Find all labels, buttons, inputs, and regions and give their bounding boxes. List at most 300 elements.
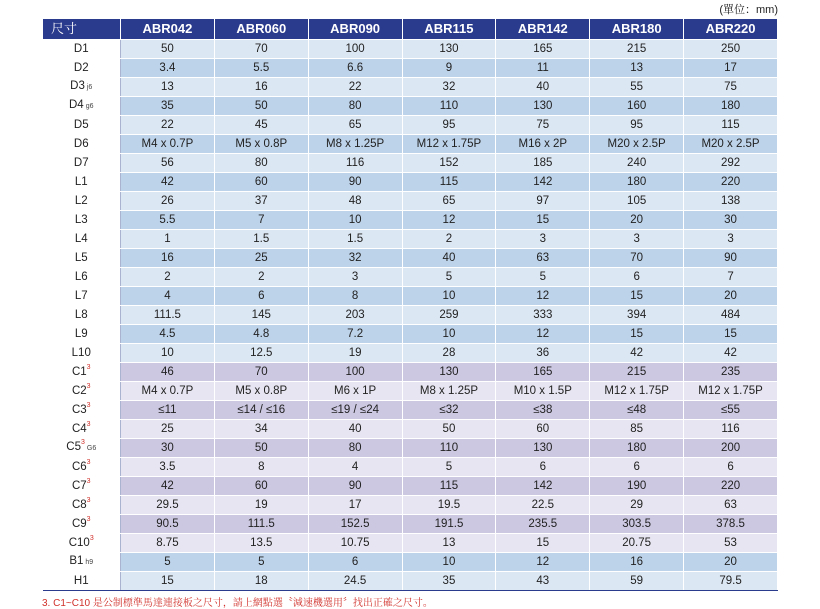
table-cell: 13 (402, 534, 496, 553)
row-label (43, 211, 121, 230)
table-cell: 191.5 (402, 515, 496, 534)
table-cell: 13 (121, 78, 215, 97)
row-label (43, 382, 121, 401)
table-cell: M16 x 2P (496, 135, 590, 154)
table-cell: 26 (121, 192, 215, 211)
table-cell: ≤38 (496, 401, 590, 420)
row-label-text: D5 (73, 118, 89, 131)
table-cell: 13.5 (214, 534, 308, 553)
table-cell: 484 (684, 306, 778, 325)
table-cell: 16 (121, 249, 215, 268)
table-cell: 5.5 (214, 59, 308, 78)
table-cell: 80 (214, 154, 308, 173)
table-cell: 10 (308, 211, 402, 230)
table-cell: 90 (308, 173, 402, 192)
table-row (43, 496, 778, 515)
row-label-text: C2 (71, 384, 87, 397)
table-cell: M12 x 1.75P (402, 135, 496, 154)
table-cell: 259 (402, 306, 496, 325)
row-label (43, 572, 121, 591)
table-cell: 85 (590, 420, 684, 439)
table-cell: 35 (402, 572, 496, 591)
table-cell: 111.5 (121, 306, 215, 325)
table-cell: M20 x 2.5P (684, 135, 778, 154)
table-cell: 60 (214, 173, 308, 192)
table-cell: 5 (121, 553, 215, 572)
table-row (43, 78, 778, 97)
table-cell: 111.5 (214, 515, 308, 534)
table-cell: M12 x 1.75P (590, 382, 684, 401)
row-label (43, 192, 121, 211)
table-row (43, 116, 778, 135)
table-cell: 19 (308, 344, 402, 363)
table-cell: 70 (214, 363, 308, 382)
row-label (43, 40, 121, 59)
row-label (43, 135, 121, 154)
table-cell: 30 (121, 439, 215, 458)
table-cell: M4 x 0.7P (121, 135, 215, 154)
table-cell: 46 (121, 363, 215, 382)
table-cell: ≤14 / ≤16 (214, 401, 308, 420)
table-cell: 75 (684, 78, 778, 97)
table-header (43, 19, 778, 40)
table-cell: 1.5 (214, 230, 308, 249)
table-cell: 2 (121, 268, 215, 287)
table-cell: 97 (496, 192, 590, 211)
row-label (43, 325, 121, 344)
footnote-mark: 3 (89, 534, 94, 542)
footnote-mark: 3 (86, 363, 91, 371)
table-cell: 10 (402, 287, 496, 306)
footnote-mark: 3 (86, 382, 91, 390)
table-cell: 25 (214, 249, 308, 268)
row-label-text: L6 (74, 270, 88, 283)
table-cell: 235 (684, 363, 778, 382)
row-label (43, 78, 121, 97)
table-row (43, 97, 778, 116)
table-cell: 185 (496, 154, 590, 173)
table-cell: 56 (121, 154, 215, 173)
row-label-text: B1 (69, 555, 84, 567)
table-cell: 3 (496, 230, 590, 249)
row-label-text: H1 (73, 574, 89, 587)
table-cell: 115 (402, 477, 496, 496)
table-cell: M10 x 1.5P (496, 382, 590, 401)
table-cell: 203 (308, 306, 402, 325)
table-cell: 12.5 (214, 344, 308, 363)
table-cell: 190 (590, 477, 684, 496)
table-cell: 4.8 (214, 325, 308, 344)
tolerance-grade: j6 (86, 84, 93, 91)
table-cell: 90 (684, 249, 778, 268)
table-cell: 1.5 (308, 230, 402, 249)
table-cell: 378.5 (684, 515, 778, 534)
table-row (43, 515, 778, 534)
table-cell: 36 (496, 344, 590, 363)
table-cell: M8 x 1.25P (308, 135, 402, 154)
row-label (43, 116, 121, 135)
table-cell: M8 x 1.25P (402, 382, 496, 401)
table-cell: 22 (308, 78, 402, 97)
table-cell: 40 (308, 420, 402, 439)
table-cell: 32 (308, 249, 402, 268)
table-cell: 30 (684, 211, 778, 230)
table-cell: ≤11 (121, 401, 215, 420)
table-cell: 15 (684, 325, 778, 344)
table-cell: 250 (684, 40, 778, 59)
table-cell: 235.5 (496, 515, 590, 534)
table-cell: 3.5 (121, 458, 215, 477)
row-label (43, 534, 121, 553)
table-cell: 45 (214, 116, 308, 135)
table-cell: 42 (684, 344, 778, 363)
table-cell: 70 (214, 40, 308, 59)
row-label-text: C5 (66, 441, 81, 453)
table-cell: 4 (308, 458, 402, 477)
column-header-abr220: ABR220 (684, 19, 778, 40)
table-cell: 3 (684, 230, 778, 249)
table-cell: 42 (121, 477, 215, 496)
table-cell: 3.4 (121, 59, 215, 78)
table-cell: 8 (308, 287, 402, 306)
table-cell: 138 (684, 192, 778, 211)
row-label (43, 154, 121, 173)
table-cell: 180 (590, 439, 684, 458)
column-header-abr060: ABR060 (214, 19, 308, 40)
row-label-text: D6 (73, 137, 89, 150)
table-cell: 6 (496, 458, 590, 477)
table-cell: 215 (590, 363, 684, 382)
table-cell: 9 (402, 59, 496, 78)
table-cell: 152.5 (308, 515, 402, 534)
table-cell: 3 (308, 268, 402, 287)
table-cell: 28 (402, 344, 496, 363)
table-cell: 142 (496, 173, 590, 192)
header-row (43, 19, 778, 40)
table-cell: 15 (496, 534, 590, 553)
table-cell: 12 (402, 211, 496, 230)
row-label (43, 230, 121, 249)
row-label-text: L10 (71, 346, 91, 359)
row-label-text: C1 (71, 365, 87, 378)
table-cell: M5 x 0.8P (214, 382, 308, 401)
table-cell: 105 (590, 192, 684, 211)
table-cell: 116 (308, 154, 402, 173)
column-header-abr090: ABR090 (308, 19, 402, 40)
table-row (43, 249, 778, 268)
unit-label: (單位：mm) (719, 4, 778, 16)
row-label-text: L5 (74, 251, 88, 264)
table-cell: 43 (496, 572, 590, 591)
row-label-text: L9 (74, 327, 88, 340)
table-cell: ≤48 (590, 401, 684, 420)
table-body (43, 40, 778, 591)
table-cell: 32 (402, 78, 496, 97)
table-row (43, 439, 778, 458)
table-cell: 95 (590, 116, 684, 135)
row-label-text: D7 (73, 156, 89, 169)
table-cell: 215 (590, 40, 684, 59)
table-cell: 15 (590, 287, 684, 306)
table-cell: 115 (684, 116, 778, 135)
table-cell: 5 (402, 268, 496, 287)
row-label (43, 306, 121, 325)
table-cell: 80 (308, 97, 402, 116)
row-label (43, 458, 121, 477)
table-cell: 15 (121, 572, 215, 591)
table-cell: 60 (214, 477, 308, 496)
row-label (43, 477, 121, 496)
row-label-text: C6 (71, 460, 87, 473)
table-cell: 7 (214, 211, 308, 230)
table-cell: 165 (496, 363, 590, 382)
table-cell: 53 (684, 534, 778, 553)
row-label (43, 420, 121, 439)
table-cell: 165 (496, 40, 590, 59)
footnote-mark: 3 (86, 477, 91, 485)
dimension-table (42, 18, 778, 591)
table-cell: 160 (590, 97, 684, 116)
table-cell: 50 (214, 439, 308, 458)
column-header-abr142: ABR142 (496, 19, 590, 40)
table-row (43, 534, 778, 553)
table-cell: 80 (308, 439, 402, 458)
table-cell: 303.5 (590, 515, 684, 534)
row-label (43, 439, 121, 458)
table-cell: 5 (402, 458, 496, 477)
table-cell: 13 (590, 59, 684, 78)
table-cell: 142 (496, 477, 590, 496)
row-label (43, 401, 121, 420)
tolerance-grade: g6 (85, 103, 94, 110)
table-cell: 22.5 (496, 496, 590, 515)
table-cell: 20 (684, 553, 778, 572)
table-row (43, 363, 778, 382)
table-cell: 5 (214, 553, 308, 572)
table-row (43, 553, 778, 572)
footnote-mark: 3 (80, 439, 85, 446)
table-cell: 40 (496, 78, 590, 97)
table-row (43, 401, 778, 420)
table-cell: 6 (590, 458, 684, 477)
table-cell: 6.6 (308, 59, 402, 78)
row-label-text: L8 (74, 308, 88, 321)
table-cell: 12 (496, 553, 590, 572)
table-cell: 75 (496, 116, 590, 135)
table-cell: M6 x 1P (308, 382, 402, 401)
table-cell: 34 (214, 420, 308, 439)
column-header-abr115: ABR115 (402, 19, 496, 40)
row-label (43, 287, 121, 306)
table-cell: 15 (496, 211, 590, 230)
table-cell: 200 (684, 439, 778, 458)
footnote: 3. C1~C10 是公制標準馬達連接板之尺寸，請上網點選〝減速機選用〞找出正確之尺寸。 (42, 598, 433, 609)
row-label (43, 97, 121, 116)
table-row (43, 344, 778, 363)
table-cell: 130 (496, 97, 590, 116)
table-cell: 130 (496, 439, 590, 458)
table-cell: M12 x 1.75P (684, 382, 778, 401)
table-cell: 100 (308, 40, 402, 59)
table-row (43, 40, 778, 59)
table-cell: 333 (496, 306, 590, 325)
table-cell: 16 (590, 553, 684, 572)
row-label (43, 344, 121, 363)
footnote-mark: 3 (86, 458, 91, 466)
row-label-text: C8 (71, 498, 87, 511)
tolerance-grade: G6 (86, 445, 97, 452)
column-header-abr042: ABR042 (121, 19, 215, 40)
table-cell: 63 (684, 496, 778, 515)
table-cell: 48 (308, 192, 402, 211)
table-cell: 19.5 (402, 496, 496, 515)
row-label-text: L4 (74, 232, 88, 245)
table-cell: 394 (590, 306, 684, 325)
row-label (43, 363, 121, 382)
row-label-text: D4 (69, 99, 84, 111)
table-cell: M4 x 0.7P (121, 382, 215, 401)
table-cell: 37 (214, 192, 308, 211)
table-cell: 90.5 (121, 515, 215, 534)
table-row (43, 287, 778, 306)
table-cell: 5 (496, 268, 590, 287)
table-cell: 20 (590, 211, 684, 230)
table-cell: 6 (214, 287, 308, 306)
table-cell: 25 (121, 420, 215, 439)
table-cell: 4 (121, 287, 215, 306)
table-cell: 22 (121, 116, 215, 135)
table-cell: M20 x 2.5P (590, 135, 684, 154)
table-cell: 65 (402, 192, 496, 211)
table-cell: 95 (402, 116, 496, 135)
table-row (43, 59, 778, 78)
table-cell: 50 (214, 97, 308, 116)
table-cell: 220 (684, 477, 778, 496)
table-cell: 180 (684, 97, 778, 116)
table-cell: 79.5 (684, 572, 778, 591)
table-cell: M5 x 0.8P (214, 135, 308, 154)
row-label (43, 173, 121, 192)
table-cell: 24.5 (308, 572, 402, 591)
row-label-text: C4 (71, 422, 87, 435)
table-row (43, 477, 778, 496)
table-cell: 63 (496, 249, 590, 268)
table-row (43, 268, 778, 287)
table-row (43, 458, 778, 477)
table-cell: 29.5 (121, 496, 215, 515)
table-cell: 6 (684, 458, 778, 477)
row-label (43, 268, 121, 287)
table-cell: 8.75 (121, 534, 215, 553)
table-cell: 20 (684, 287, 778, 306)
row-label-text: D3 (70, 80, 85, 92)
table-row (43, 325, 778, 344)
table-cell: 10 (121, 344, 215, 363)
table-cell: 4.5 (121, 325, 215, 344)
row-label-text: L3 (74, 213, 88, 226)
row-label-text: D1 (73, 42, 89, 55)
table-cell: ≤32 (402, 401, 496, 420)
row-label (43, 59, 121, 78)
table-cell: 17 (308, 496, 402, 515)
table-cell: 20.75 (590, 534, 684, 553)
table-cell: 12 (496, 325, 590, 344)
table-cell: 70 (590, 249, 684, 268)
table-cell: 152 (402, 154, 496, 173)
table-cell: 11 (496, 59, 590, 78)
table-row (43, 420, 778, 439)
table-cell: ≤19 / ≤24 (308, 401, 402, 420)
row-label (43, 515, 121, 534)
table-row (43, 192, 778, 211)
row-label-text: L7 (74, 289, 88, 302)
footnote-mark: 3 (86, 420, 91, 428)
table-cell: 29 (590, 496, 684, 515)
row-label-text: D2 (73, 61, 89, 74)
table-cell: ≤55 (684, 401, 778, 420)
table-cell: 130 (402, 363, 496, 382)
table-cell: 220 (684, 173, 778, 192)
table-row (43, 211, 778, 230)
table-cell: 65 (308, 116, 402, 135)
table-cell: 240 (590, 154, 684, 173)
table-row (43, 572, 778, 591)
table-cell: 15 (590, 325, 684, 344)
table-cell: 17 (684, 59, 778, 78)
row-label-text: C9 (71, 517, 87, 530)
table-cell: 90 (308, 477, 402, 496)
table-cell: 145 (214, 306, 308, 325)
table-cell: 180 (590, 173, 684, 192)
table-cell: 6 (308, 553, 402, 572)
row-label (43, 553, 121, 572)
footnote-mark: 3 (86, 515, 91, 523)
row-label-text: L2 (74, 194, 88, 207)
table-cell: 42 (121, 173, 215, 192)
footnote-mark: 3 (86, 496, 91, 504)
table-cell: 10 (402, 553, 496, 572)
table-cell: 42 (590, 344, 684, 363)
table-cell: 55 (590, 78, 684, 97)
table-cell: 2 (214, 268, 308, 287)
table-cell: 6 (590, 268, 684, 287)
tolerance-grade: h9 (85, 559, 94, 566)
table-row (43, 154, 778, 173)
table-cell: 110 (402, 97, 496, 116)
table-cell: 16 (214, 78, 308, 97)
corner-label: 尺寸 (43, 19, 121, 40)
table-cell: 18 (214, 572, 308, 591)
table-cell: 116 (684, 420, 778, 439)
table-cell: 2 (402, 230, 496, 249)
table-row (43, 230, 778, 249)
table-cell: 7.2 (308, 325, 402, 344)
table-cell: 12 (496, 287, 590, 306)
table-cell: 292 (684, 154, 778, 173)
table-cell: 110 (402, 439, 496, 458)
table-cell: 130 (402, 40, 496, 59)
table-cell: 19 (214, 496, 308, 515)
column-header-abr180: ABR180 (590, 19, 684, 40)
table-cell: 60 (496, 420, 590, 439)
table-cell: 35 (121, 97, 215, 116)
table-cell: 10 (402, 325, 496, 344)
table-cell: 1 (121, 230, 215, 249)
row-label-text: C7 (71, 479, 87, 492)
row-label (43, 496, 121, 515)
table-cell: 7 (684, 268, 778, 287)
table-row (43, 135, 778, 154)
